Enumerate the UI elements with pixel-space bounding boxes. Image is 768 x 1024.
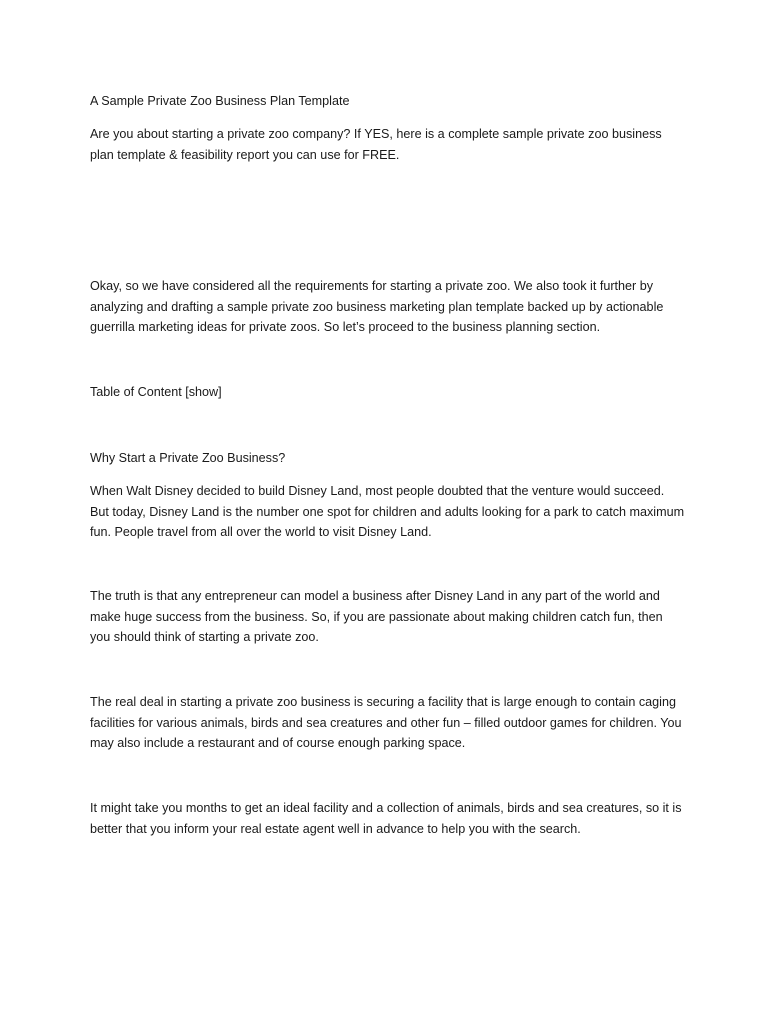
truth-paragraph: The truth is that any entrepreneur can model a business after Disney Land in any part of the world and make huge success from the business. So, if you are passionate about making children catch fun, then you should think of starting a private zoo. (90, 589, 663, 644)
section-heading-why-start: Why Start a Private Zoo Business? (90, 451, 286, 465)
facility-search-paragraph: It might take you months to get an ideal facility and a collection of animals, birds and sea creatures, so it is better that you inform your real estate agent well in advance to help you with the search. (90, 801, 682, 836)
walt-disney-paragraph: When Walt Disney decided to build Disney Land, most people doubted that the venture would succeed. But today, Disney Land is the number one spot for children and adults looking for a park to catch maximum fun. People travel from all over the world to visit Disney Land. (90, 484, 685, 539)
requirements-paragraph: Okay, so we have considered all the requirements for starting a private zoo. We also took it further by analyzing and drafting a sample private zoo business marketing plan template backed up by actionable guerrilla marketing ideas for private zoos. So let’s proceed to the business planning section. (90, 279, 664, 334)
real-deal-paragraph: The real deal in starting a private zoo business is securing a facility that is large enough to contain caging facilities for various animals, birds and sea creatures and other fun – filled outdoor games for children. You may also include a restaurant and of course enough parking space. (90, 695, 682, 750)
table-of-content-toggle[interactable]: Table of Content [show] (90, 385, 222, 399)
intro-paragraph: Are you about starting a private zoo company? If YES, here is a complete sample private zoo business plan template & feasibility report you can use for FREE. (90, 127, 662, 162)
document-title: A Sample Private Zoo Business Plan Template (90, 94, 350, 108)
